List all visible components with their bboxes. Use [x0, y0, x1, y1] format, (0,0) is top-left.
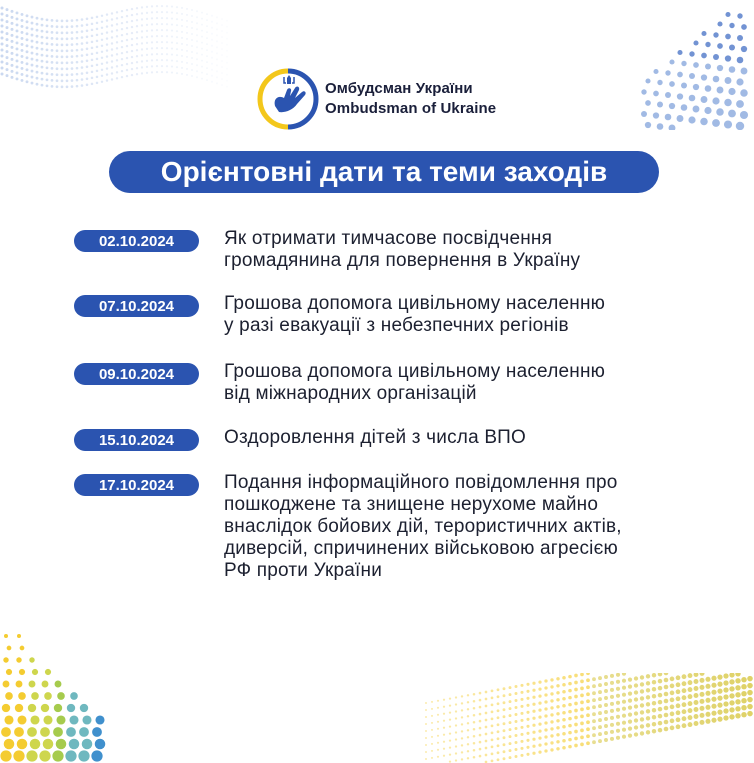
event-date-badge: 02.10.2024 — [74, 230, 199, 252]
event-item — [74, 472, 622, 581]
page-title: Орієнтовні дати та теми заходів — [109, 151, 659, 193]
event-date-badge: 17.10.2024 — [74, 474, 199, 496]
decorative-dot-wave-bottom-left — [0, 628, 110, 763]
event-topic: Грошова допомога цивільному населенню від міжнародних організацій — [224, 361, 606, 404]
event-date-badge: 09.10.2024 — [74, 363, 199, 385]
decorative-dot-wave-top-left — [0, 0, 230, 90]
org-name-ukrainian: Омбудсман України — [325, 80, 473, 97]
ombudsman-logo — [257, 68, 496, 130]
org-name-english: Ombudsman of Ukraine — [325, 100, 497, 117]
event-topic: Як отримати тимчасове посвідчення громадянина для повернення в Україну — [224, 228, 581, 271]
event-topic: Грошова допомога цивільному населенню у разі евакуації з небезпечних регіонів — [224, 293, 606, 336]
event-item — [74, 427, 527, 451]
event-date-badge: 07.10.2024 — [74, 295, 199, 317]
event-item — [74, 228, 581, 271]
event-item — [74, 361, 606, 404]
event-date-badge: 15.10.2024 — [74, 429, 199, 451]
event-topic: Оздоровлення дітей з числа ВПО — [224, 427, 527, 448]
event-item — [74, 293, 606, 336]
decorative-dot-wave-bottom-right — [424, 673, 754, 763]
event-topic: Подання інформаційного повідомлення про пошкоджене та знищене нерухоме майно внаслідок бойових дій, терористичних актів, диверсій, спричинених військовою агресією РФ проти України — [224, 472, 622, 581]
ombudsman-hand-trident-icon — [257, 68, 319, 130]
decorative-dot-wave-top-right — [634, 0, 754, 130]
